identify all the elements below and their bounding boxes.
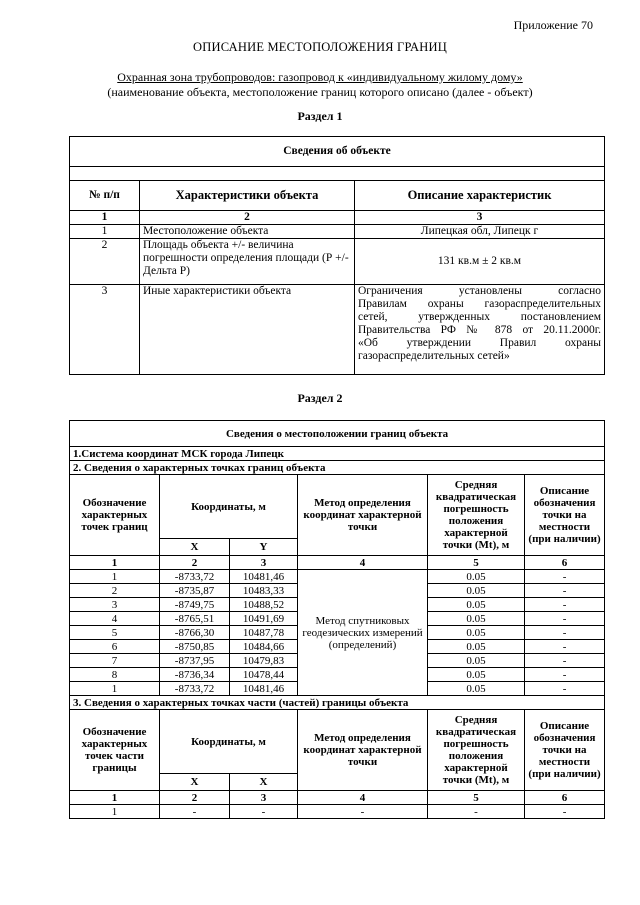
point-desc: - xyxy=(525,598,605,612)
desc-line: «Об утверждении Правил охраны xyxy=(358,337,601,349)
point-num: 7 xyxy=(70,654,160,668)
point-num: 8 xyxy=(70,668,160,682)
table1-title: Сведения об объекте xyxy=(70,137,605,167)
object-info-table xyxy=(69,136,605,375)
point-error: 0.05 xyxy=(428,612,525,626)
point-x: -8733,72 xyxy=(160,570,230,584)
boundary-table xyxy=(69,420,605,819)
point-desc: - xyxy=(525,654,605,668)
point-error: 0.05 xyxy=(428,654,525,668)
point-num: 3 xyxy=(70,598,160,612)
table1-header-num: № п/п xyxy=(70,181,140,211)
part-point-row xyxy=(70,805,605,819)
table1-row-num: 2 xyxy=(70,239,140,285)
part-point-x: - xyxy=(160,805,230,819)
table2-title: Сведения о местоположении границ объекта xyxy=(70,421,605,447)
point-desc: - xyxy=(525,640,605,654)
part-point-num: 1 xyxy=(70,805,160,819)
point-x: -8737,95 xyxy=(160,654,230,668)
part-point-y: - xyxy=(230,805,298,819)
table1-row-desc: 131 кв.м ± 2 кв.м xyxy=(355,239,605,285)
table2b-colnum: 5 xyxy=(428,791,525,805)
header2-point: Обозначение характерных точек части границы xyxy=(70,710,160,791)
header2-coords: Координаты, м xyxy=(160,710,298,774)
method-cell: Метод спутниковых геодезических измерений (определений) xyxy=(298,570,428,696)
table2b-colnum: 1 xyxy=(70,791,160,805)
desc-line: сетей, утвержденных постановлением xyxy=(358,311,601,323)
point-desc: - xyxy=(525,682,605,696)
table2-colnum: 1 xyxy=(70,556,160,570)
table1-row-char: Иные характеристики объекта xyxy=(140,285,355,375)
point-x: -8733,72 xyxy=(160,682,230,696)
table1-row-num: 3 xyxy=(70,285,140,375)
point-y: 10488,52 xyxy=(230,598,298,612)
table2-colnum: 5 xyxy=(428,556,525,570)
point-y: 10491,69 xyxy=(230,612,298,626)
section1-heading: Раздел 1 xyxy=(297,109,343,123)
point-y: 10484,66 xyxy=(230,640,298,654)
part-point-error: - xyxy=(428,805,525,819)
header-method: Метод определения координат характерной точки xyxy=(298,475,428,556)
table1-row-desc xyxy=(355,285,605,375)
table2-colnum: 3 xyxy=(230,556,298,570)
table1-colnum: 1 xyxy=(70,211,140,225)
table1-colnum: 2 xyxy=(140,211,355,225)
table2-colnum: 6 xyxy=(525,556,605,570)
object-name: Охранная зона трубопроводов: газопровод к «индивидуальному жилому дому» xyxy=(117,70,523,84)
point-x: -8750,85 xyxy=(160,640,230,654)
header-error: Средняя квадратическая погрешность положения характерной точки (Mt), м xyxy=(428,475,525,556)
header2-x: X xyxy=(160,774,230,791)
table1-header-desc: Описание характеристик xyxy=(355,181,605,211)
table2b-colnum: 6 xyxy=(525,791,605,805)
table2b-colnum: 3 xyxy=(230,791,298,805)
section2-heading: Раздел 2 xyxy=(297,391,343,405)
desc-line: Правительства РФ № 878 от 20.11.2000г. xyxy=(358,324,601,336)
point-num: 1 xyxy=(70,682,160,696)
point-y: 10481,46 xyxy=(230,570,298,584)
document-title: ОПИСАНИЕ МЕСТОПОЛОЖЕНИЯ ГРАНИЦ xyxy=(193,40,447,54)
table2b-colnum: 2 xyxy=(160,791,230,805)
points-section-title: 2. Сведения о характерных точках границ объекта xyxy=(70,461,605,475)
point-num: 6 xyxy=(70,640,160,654)
table1-row-desc: Липецкая обл, Липецк г xyxy=(355,225,605,239)
table2-colnum: 4 xyxy=(298,556,428,570)
point-error: 0.05 xyxy=(428,570,525,584)
table1-header-char: Характеристики объекта xyxy=(140,181,355,211)
point-x: -8749,75 xyxy=(160,598,230,612)
point-num: 2 xyxy=(70,584,160,598)
part-point-desc: - xyxy=(525,805,605,819)
desc-line: Правилам охраны газораспределительных xyxy=(358,298,601,310)
point-error: 0.05 xyxy=(428,598,525,612)
point-num: 5 xyxy=(70,626,160,640)
table2-colnum: 2 xyxy=(160,556,230,570)
point-error: 0.05 xyxy=(428,682,525,696)
point-num: 4 xyxy=(70,612,160,626)
point-x: -8765,51 xyxy=(160,612,230,626)
object-name-line xyxy=(0,70,640,85)
point-x: -8766,30 xyxy=(160,626,230,640)
part-points-section-title: 3. Сведения о характерных точках части (частей) границы объекта xyxy=(70,696,605,710)
desc-line: газораспределительных сетей» xyxy=(358,350,510,362)
point-num: 1 xyxy=(70,570,160,584)
point-x: -8736,34 xyxy=(160,668,230,682)
point-desc: - xyxy=(525,626,605,640)
point-error: 0.05 xyxy=(428,626,525,640)
table1-spacer xyxy=(70,167,605,181)
point-y: 10478,44 xyxy=(230,668,298,682)
point-y: 10479,83 xyxy=(230,654,298,668)
table1-row-num: 1 xyxy=(70,225,140,239)
point-error: 0.05 xyxy=(428,584,525,598)
table1-colnum: 3 xyxy=(355,211,605,225)
desc-line: Ограничения установлены согласно xyxy=(358,285,601,297)
header-y: Y xyxy=(230,539,298,556)
point-desc: - xyxy=(525,668,605,682)
point-error: 0.05 xyxy=(428,668,525,682)
table1-row-char: Площадь объекта +/- величина погрешности определения площади (Р +/- Дельта Р) xyxy=(140,239,355,285)
appendix-label: Приложение 70 xyxy=(513,18,593,32)
coord-system: 1.Система координат МСК города Липецк xyxy=(70,447,605,461)
point-y: 10481,46 xyxy=(230,682,298,696)
point-x: -8735,87 xyxy=(160,584,230,598)
header2-desc: Описание обозначения точки на местности (при наличии) xyxy=(525,710,605,791)
table1-row-char: Местоположение объекта xyxy=(140,225,355,239)
header-point: Обозначение характерных точек границ xyxy=(70,475,160,556)
point-row xyxy=(70,570,605,584)
object-name-caption: (наименование объекта, местоположение границ которого описано (далее - объект) xyxy=(107,85,533,99)
header-coords: Координаты, м xyxy=(160,475,298,539)
header2-y: X xyxy=(230,774,298,791)
point-y: 10487,78 xyxy=(230,626,298,640)
point-desc: - xyxy=(525,584,605,598)
point-error: 0.05 xyxy=(428,640,525,654)
point-desc: - xyxy=(525,570,605,584)
table2b-colnum: 4 xyxy=(298,791,428,805)
header2-error: Средняя квадратическая погрешность положения характерной точки (Mt), м xyxy=(428,710,525,791)
point-desc: - xyxy=(525,612,605,626)
part-point-method: - xyxy=(298,805,428,819)
header-x: X xyxy=(160,539,230,556)
header2-method: Метод определения координат характерной точки xyxy=(298,710,428,791)
header-desc: Описание обозначения точки на местности (при наличии) xyxy=(525,475,605,556)
point-y: 10483,33 xyxy=(230,584,298,598)
